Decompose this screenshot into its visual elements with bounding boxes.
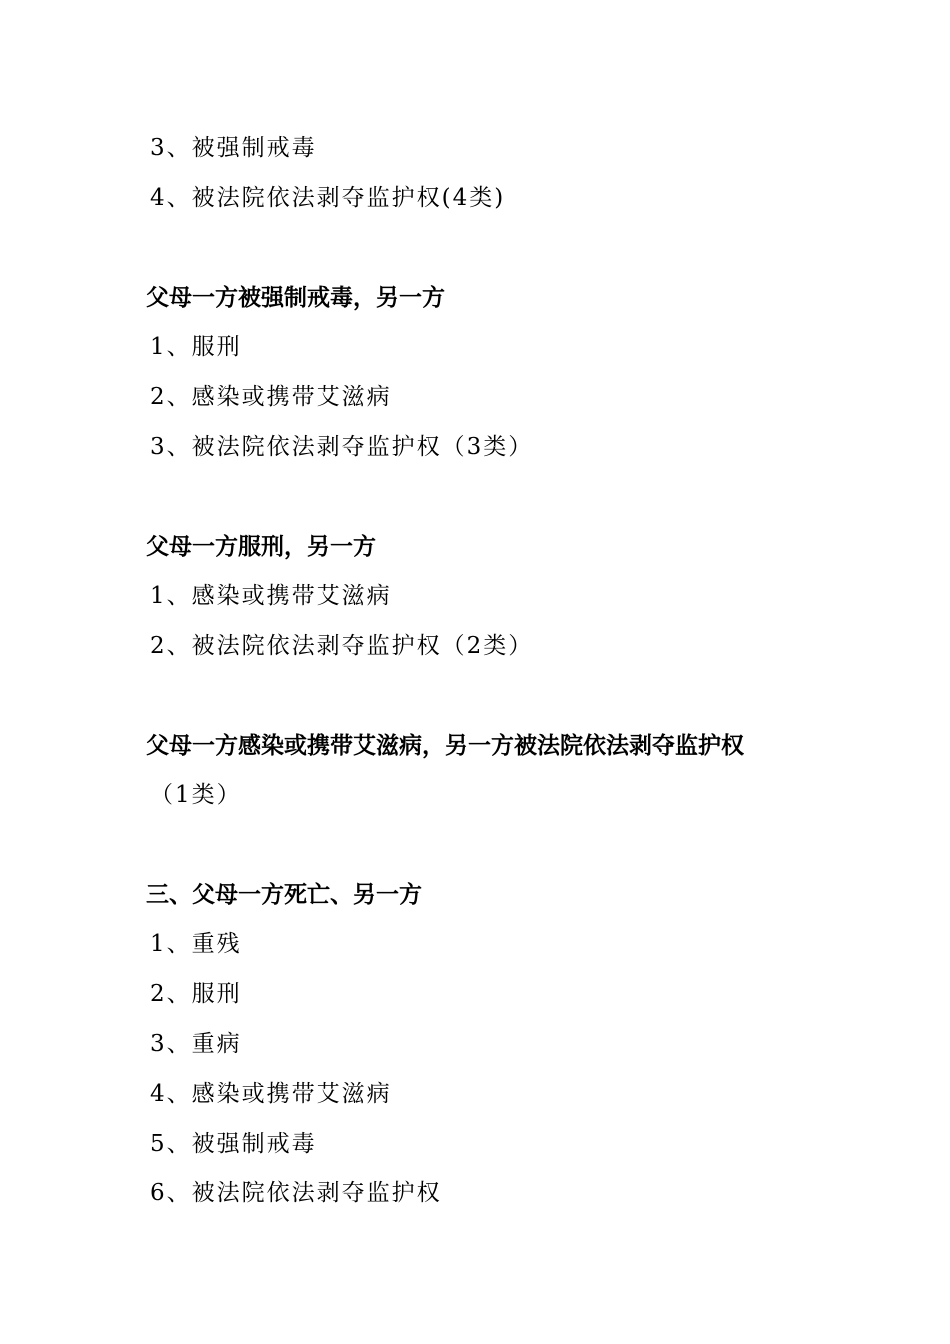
list-item: 5、被强制戒毒 xyxy=(150,1131,317,1157)
list-item: 2、感染或携带艾滋病 xyxy=(150,384,392,410)
list-item: 3、被强制戒毒 xyxy=(150,135,317,161)
list-item: 4、感染或携带艾滋病 xyxy=(150,1081,392,1107)
list-item: 6、被法院依法剥夺监护权 xyxy=(150,1180,442,1206)
list-item: 1、重残 xyxy=(150,931,242,957)
section-heading-drug: 父母一方被强制戒毒，另一方 xyxy=(146,284,445,311)
list-item: 4、被法院依法剥夺监护权(4类) xyxy=(150,185,506,211)
list-item: 1、服刑 xyxy=(150,334,242,360)
section-heading-aids: 父母一方感染或携带艾滋病，另一方被法院依法剥夺监护权 xyxy=(146,732,744,759)
section-heading-three: 三、父母一方死亡、另一方 xyxy=(146,881,422,908)
list-item: 2、被法院依法剥夺监护权（2类） xyxy=(150,633,534,659)
list-item: 3、重病 xyxy=(150,1031,242,1057)
list-item: 3、被法院依法剥夺监护权（3类） xyxy=(150,434,534,460)
section-heading-prison: 父母一方服刑，另一方 xyxy=(146,533,376,560)
list-item: 1、感染或携带艾滋病 xyxy=(150,583,392,609)
section-note: （1类） xyxy=(150,782,242,808)
list-item: 2、服刑 xyxy=(150,981,242,1007)
